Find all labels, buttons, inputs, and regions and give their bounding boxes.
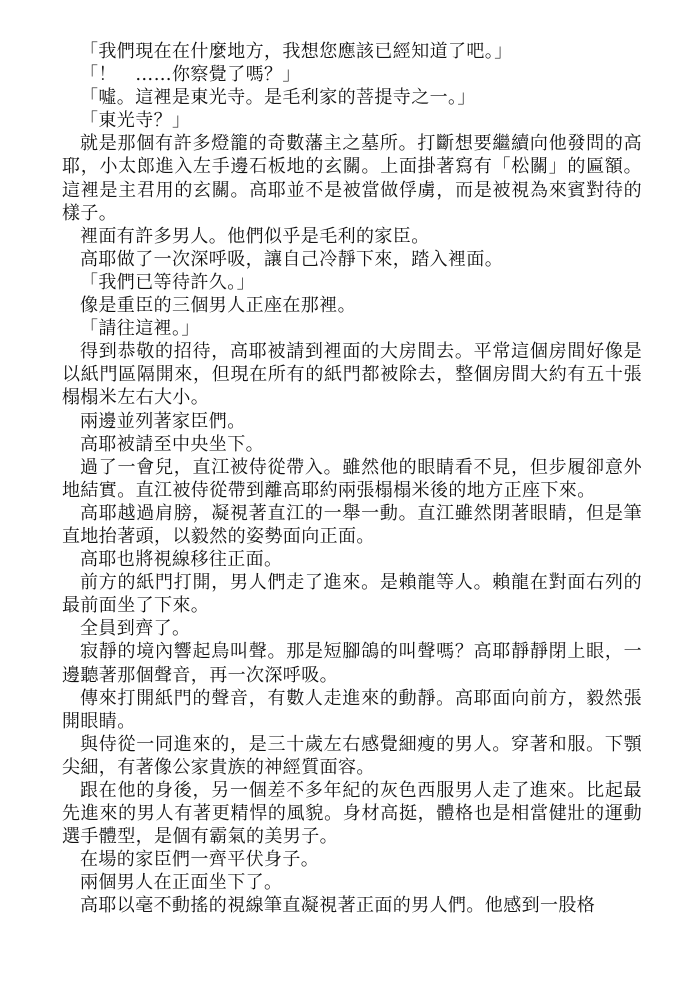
paragraph: 得到恭敬的招待，高耶被請到裡面的大房間去。平常這個房間好像是以紙門區隔開來，但現在所有的紙門都被除去，整個房間大約有五十張榻榻米左右大小。 <box>62 341 642 409</box>
paragraph: 高耶以毫不動搖的視線筆直凝視著正面的男人們。他感到一股格 <box>80 895 596 917</box>
paragraph: 高耶做了一次深呼吸，讓自己冷靜下來，踏入裡面。 <box>80 248 504 270</box>
paragraph: 就是那個有許多燈籠的奇數藩主之墓所。打斷想要繼續向他發問的高耶，小太郎進入左手邊石板地的玄關。上面掛著寫有「松關」的匾額。這裡是主君用的玄關。高耶並不是被當做俘虜，而是被視為來賓對待的樣子。 <box>62 133 642 224</box>
paragraph: 「請往這裡。」 <box>80 318 200 340</box>
paragraph: 「！ ……你察覺了嗎？」 <box>80 64 301 86</box>
paragraph: 全員到齊了。 <box>80 618 191 640</box>
paragraph: 「我們現在在什麼地方，我想您應該已經知道了吧。」 <box>80 41 513 62</box>
paragraph: 跟在他的身後，另一個差不多年紀的灰色西服男人走了進來。比起最先進來的男人有著更精悍的風貌。身材高挺，體格也是相當健壯的運動選手體型，是個有霸氣的美男子。 <box>62 780 642 848</box>
paragraph: 與侍從一同進來的，是三十歲左右感覺細瘦的男人。穿著和服。下顎尖細，有著像公家貴族的神經質面容。 <box>62 733 642 778</box>
paragraph: 前方的紙門打開，男人們走了進來。是賴龍等人。賴龍在對面右列的最前面坐了下來。 <box>62 572 642 617</box>
paragraph: 像是重臣的三個男人正座在那裡。 <box>80 295 356 317</box>
paragraph: 高耶也將視線移往正面。 <box>80 549 283 571</box>
paragraph: 傳來打開紙門的聲音，有數人走進來的動靜。高耶面向前方，毅然張開眼睛。 <box>62 687 642 732</box>
paragraph: 高耶被請至中央坐下。 <box>80 433 264 455</box>
paragraph: 兩邊並列著家臣們。 <box>80 410 246 432</box>
paragraph: 兩個男人在正面坐下了。 <box>80 872 283 894</box>
paragraph: 「噓。這裡是東光寺。是毛利家的菩提寺之一。」 <box>80 87 476 109</box>
paragraph: 在場的家臣們一齊平伏身子。 <box>80 849 320 871</box>
document-body <box>62 40 642 918</box>
paragraph: 「我們已等待許久。」 <box>80 271 255 293</box>
paragraph: 過了一會兒，直江被侍從帶入。雖然他的眼睛看不見，但步履卻意外地結實。直江被侍從帶到離高耶約兩張榻榻米後的地方正座下來。 <box>62 456 642 501</box>
paragraph: 「東光寺？」 <box>80 110 191 132</box>
paragraph: 寂靜的境內響起鳥叫聲。那是短腳鴿的叫聲嗎？高耶靜靜閉上眼，一邊聽著那個聲音，再一次深呼吸。 <box>62 641 642 686</box>
paragraph: 高耶越過肩膀，凝視著直江的一舉一動。直江雖然閉著眼睛，但是筆直地抬著頭，以毅然的姿勢面向正面。 <box>62 502 642 547</box>
paragraph: 裡面有許多男人。他們似乎是毛利的家臣。 <box>80 225 430 247</box>
